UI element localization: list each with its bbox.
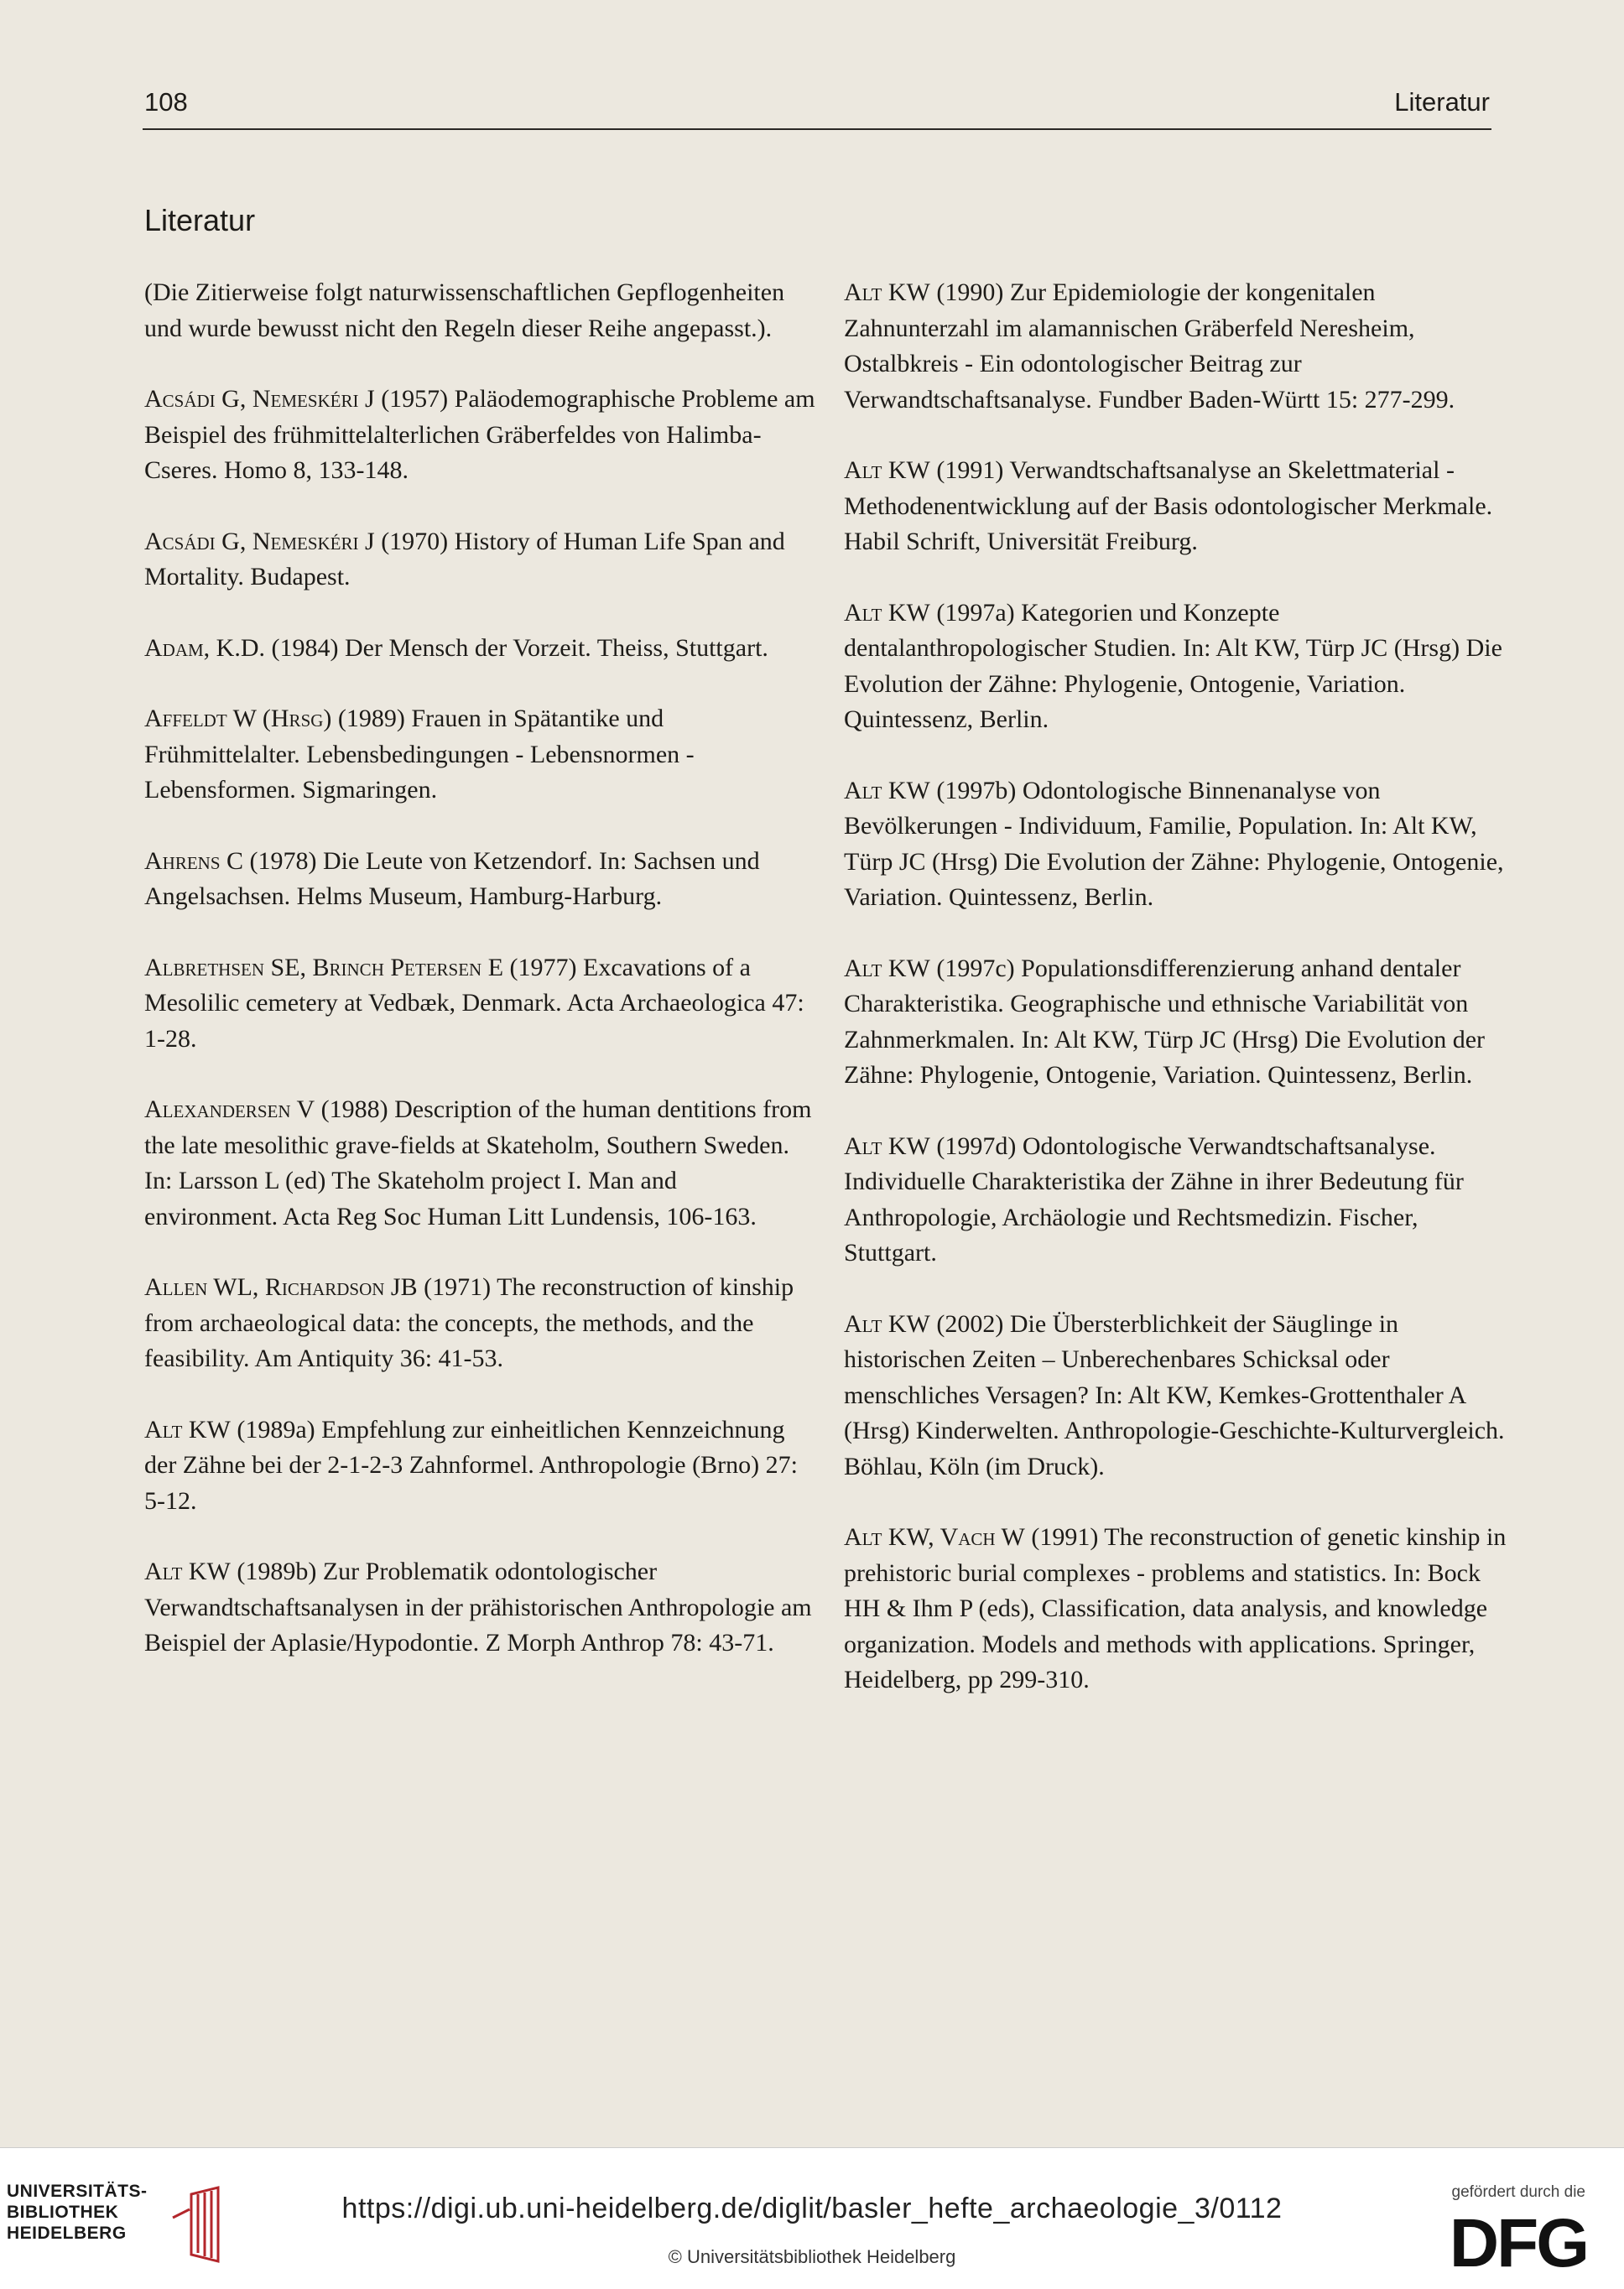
reference-entry: Alt KW (1997d) Odontologische Verwandtschaftsanalyse. Individuelle Charakteristika der Zähne in ihrer Bedeutung für Anthropologie, Archäologie und Rechtsmedizin. Fischer, Stuttgart. [844, 1131, 1464, 1267]
reference-entry: Alt KW (1997c) Populationsdifferenzierung anhand dentaler Charakteristika. Geographische und ethnische Variabilität von Zahnmerkmalen. In: Alt KW, Türp JC (Hrsg) Die Evolution der Zähne: Phylogenie, Ontogenie, Variation. Quintessenz, Berlin. [844, 954, 1486, 1089]
permalink-url[interactable]: https://digi.ub.uni-heidelberg.de/diglit/basler_hefte_archaeologie_3/0112 [341, 2193, 1283, 2224]
reference-entry: Alexandersen V (1988) Description of the human dentitions from the late mesolithic grave-fields at Skateholm, Southern Sweden. In: Larsson L (ed) The Skateholm project I. Man and environment. Acta Reg Soc Human Litt Lundensis, 106-163. [144, 1095, 812, 1230]
reference-entry: Allen WL, Richardson JB (1971) The reconstruction of kinship from archaeological data: the concepts, the methods, and the feasibility. Am Antiquity 36: 41-53. [144, 1273, 794, 1372]
reference-entry: Alt KW (1990) Zur Epidemiologie der kongenitalen Zahnunterzahl im alamannischen Gräberfeld Neresheim, Ostalbkreis - Ein odontologischer Beitrag zur Verwandtschaftsanalyse. Fundber Baden-Württ 15: 277-299. [844, 278, 1455, 414]
logo-line: BIBLIOTHEK [7, 2203, 119, 2222]
reference-entry: Alt KW (1989a) Empfehlung zur einheitlichen Kennzeichnung der Zähne bei der 2-1-2-3 Zahnformel. Anthropologie (Brno) 27: 5-12. [144, 1415, 798, 1515]
section-title: Literatur [144, 203, 256, 237]
left-column [144, 275, 815, 1697]
reference-entry: Alt KW (1997a) Kategorien und Konzepte dentalanthropologischer Studien. In: Alt KW, Türp JC (Hrsg) Die Evolution der Zähne: Phylogenie, Ontogenie, Variation. Quintessenz, Berlin. [844, 598, 1502, 733]
intro-note: (Die Zitierweise folgt naturwissenschaftlichen Gepflogenheiten und wurde bewusst nicht den Regeln dieser Reihe angepasst.). [144, 278, 785, 342]
logo-line: UNIVERSITÄTS- [7, 2182, 148, 2201]
dfg-logo[interactable]: DFG [1449, 2205, 1587, 2281]
reference-entry: Alt KW (1997b) Odontologische Binnenanalyse von Bevölkerungen - Individuum, Familie, Population. In: Alt KW, Türp JC (Hrsg) Die Evolution der Zähne: Phylogenie, Ontogenie, Variation. Quintessenz, Berlin. [844, 776, 1504, 911]
reference-entry: Alt KW (1991) Verwandtschaftsanalyse an Skelettmaterial - Methodenentwicklung auf der Basis odontologischer Merkmale. Habil Schrift, Universität Freiburg. [844, 456, 1493, 555]
copyright-notice: © Universitätsbibliothek Heidelberg [668, 2246, 956, 2267]
reference-entry: Alt KW, Vach W (1991) The reconstruction of genetic kinship in prehistoric burial complexes - problems and statistics. In: Bock HH & Ihm P (eds), Classification, data analysis, and knowledge organization. Models and methods with applications. Springer, Heidelberg, pp 299-310. [844, 1523, 1507, 1693]
header-rule [143, 128, 1491, 130]
reference-entry: Alt KW (2002) Die Übersterblichkeit der Säuglinge in historischen Zeiten – Unberechenbares Schicksal oder menschliches Versagen? In: Alt KW, Kemkes-Grottenthaler A (Hrsg) Kinderwelten. Anthropologie-Geschichte-Kulturvergleich. Böhlau, Köln (im Druck). [844, 1309, 1505, 1480]
running-head: Literatur [1394, 87, 1490, 117]
reference-entry: Ahrens C (1978) Die Leute von Ketzendorf. In: Sachsen und Angelsachsen. Helms Museum, Hamburg-Harburg. [144, 846, 760, 910]
page-number: 108 [144, 87, 188, 117]
reference-entry: Acsádi G, Nemeskéri J (1957) Paläodemographische Probleme am Beispiel des frühmittelalterlichen Gräberfeldes von Halimba-Cseres. Homo 8, 133-148. [144, 385, 815, 484]
reference-entry: Alt KW (1989b) Zur Problematik odontologischer Verwandtschaftsanalysen in der prähistorischen Anthropologie am Beispiel der Aplasie/Hypodontie. Z Morph Anthrop 78: 43-71. [144, 1558, 812, 1657]
dfg-caption: gefördert durch die [1451, 2183, 1585, 2201]
reference-entry: Acsádi G, Nemeskéri J (1970) History of Human Life Span and Mortality. Budapest. [144, 527, 785, 590]
logo-line: HEIDELBERG [7, 2224, 127, 2243]
reference-entry: Affeldt W (Hrsg) (1989) Frauen in Spätantike und Frühmittelalter. Lebensbedingungen - Lebensnormen - Lebensformen. Sigmaringen. [144, 705, 695, 804]
reference-entry: Albrethsen SE, Brinch Petersen E (1977) Excavations of a Mesolilic cemetery at Vedbæk, Denmark. Acta Archaeologica 47: 1-28. [144, 953, 804, 1053]
reference-entry: Adam, K.D. (1984) Der Mensch der Vorzeit. Theiss, Stuttgart. [144, 633, 768, 662]
right-column [844, 275, 1507, 1734]
